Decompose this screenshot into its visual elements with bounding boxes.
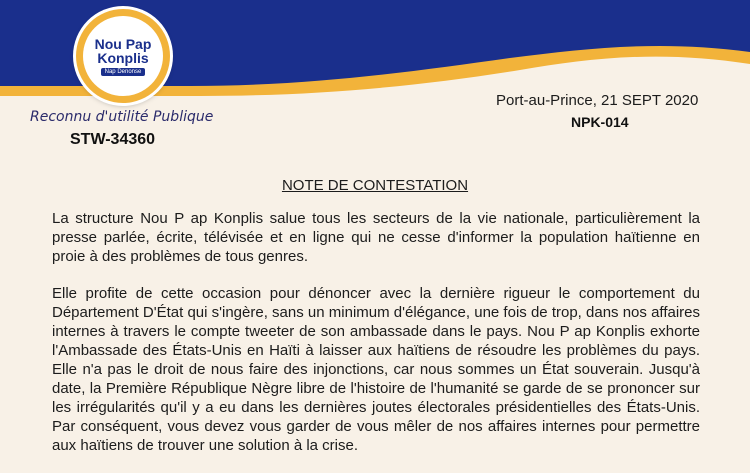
logo-emblem — [83, 16, 163, 96]
organization-logo — [76, 9, 170, 103]
reference-number: NPK-014 — [571, 114, 629, 130]
document-title: NOTE DE CONTESTATION — [281, 177, 469, 194]
document-body — [52, 209, 700, 473]
paragraph-1: La structure Nou P ap Konplis salue tous les secteurs de la vie nationale, particulièrement la presse parlée, écrite, télévisée et en ligne qui ne cesse d'informer la population haïtienne en proie à des problèmes de tous genres. — [52, 210, 700, 265]
place-and-date: Port-au-Prince, 21 SEPT 2020 — [496, 92, 699, 109]
recognition-statement: Reconnu d'utilité Publique — [30, 109, 214, 125]
paragraph-2: Elle profite de cette occasion pour dénoncer avec la dernière rigueur le comportement du Département D'État qui s'ingère, sans un minimum d'élégance, une fois de trop, dans nos affaires internes à travers le compte tweeter de son ambassade dans le pays. Nou P ap Konplis exhorte l'Ambassade des États-Unis en Haïti à laisser aux haïtiens de résoudre les problèmes du pays. Elle n'a pas le droit de nous faire des injonctions, car nous sommes un État souverain. Jusqu'à date, la Première République Nègre libre de l'histoire de l'humanité se garde de se prononcer sur les irrégularités qu'il y a eu dans les dernières joutes électorales présidentielles des États-Unis. Par conséquent, vous devez vous garder de vous mêler de nos affaires internes pour permettre aux haïtiens de trouver une solution à la crise. — [52, 285, 700, 454]
logo-tagline: Nap Denonse — [101, 68, 146, 76]
logo-name-line2: Konplis — [97, 49, 149, 66]
stw-number: STW-34360 — [70, 131, 156, 148]
logo-name-line1: Nou Pap — [94, 35, 152, 52]
